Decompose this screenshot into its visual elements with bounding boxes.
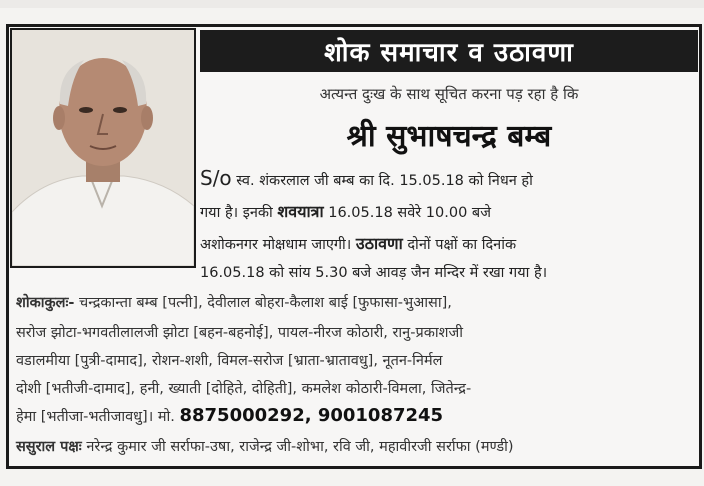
family-text-1: चन्द्रकान्ता बम्ब [पत्नी], देवीलाल बोहरा-कैलाश बाई [फुफासा-भुआसा], [79, 295, 452, 311]
family-line-4: दोशी [भतीजी-दामाद], हनी, ख्याती [दोहिते, दोहिती], कमलेश कोठारी-विमला, जितेन्द्र- [16, 381, 472, 397]
family-line-2: सरोज झोटा-भगवतीलालजी झोटा [बहन-बहनोई], पायल-नीरज कोठारी, रानु-प्रकाशजी [16, 325, 463, 341]
family-line-1 [16, 292, 700, 312]
son-of-label: S/o [200, 166, 232, 190]
family-text-5: हेमा [भतीजा-भतीजावधु]। मो. [16, 409, 175, 425]
intro-text: अत्यन्त दुःख के साथ सूचित करना पड़ रहा है कि [319, 85, 579, 103]
detail-line-1 [200, 166, 533, 190]
funeral-date-time: 16.05.18 सवेरे 10.00 बजे [328, 205, 491, 221]
page-top-strip [0, 0, 704, 8]
notice-header-band [200, 30, 698, 72]
in-laws-label: ससुराल पक्षः [16, 439, 82, 455]
uthavna-label: उठावणा [355, 234, 403, 253]
funeral-procession-label: शवयात्रा [277, 202, 324, 221]
detail-line-2 [200, 200, 491, 222]
cremation-place: अशोकनगर मोक्षधाम जाएगी। [200, 237, 352, 253]
deceased-name: श्री सुभाषचन्द्र बम्ब [346, 119, 552, 154]
notice-title: शोक समाचार व उठावणा [324, 38, 574, 68]
bereaved-family-label: शोकाकुलः- [16, 295, 75, 311]
father-and-date: स्व. शंकरलाल जी बम्ब का दि. 15.05.18 को निधन हो [236, 173, 533, 189]
in-laws-names: नरेन्द्र कुमार जी सर्राफा-उषा, राजेन्द्र जी-शोभा, रवि जी, महावीरजी सर्राफा (मण्डी) [86, 439, 514, 455]
portrait-illustration [12, 30, 194, 266]
contact-phone-numbers: 8875000292, 9001087245 [179, 405, 444, 426]
uthavna-details: 16.05.18 को सांय 5.30 बजे आवड़ जैन मन्दिर में रखा गया है। [200, 265, 548, 281]
family-line-5 [16, 405, 700, 426]
detail-line-3-text: दोनों पक्षों का दिनांक [407, 237, 517, 253]
in-laws-line [16, 436, 700, 456]
family-line-3: वडालमीया [पुत्री-दामाद], रोशन-शशी, विमल-सरोज [भ्राता-भ्रातावधु], नूतन-निर्मल [16, 353, 443, 369]
detail-line-2-text: गया है। इनकी [200, 205, 273, 221]
detail-line-3 [200, 232, 516, 254]
portrait-photo [10, 28, 196, 268]
